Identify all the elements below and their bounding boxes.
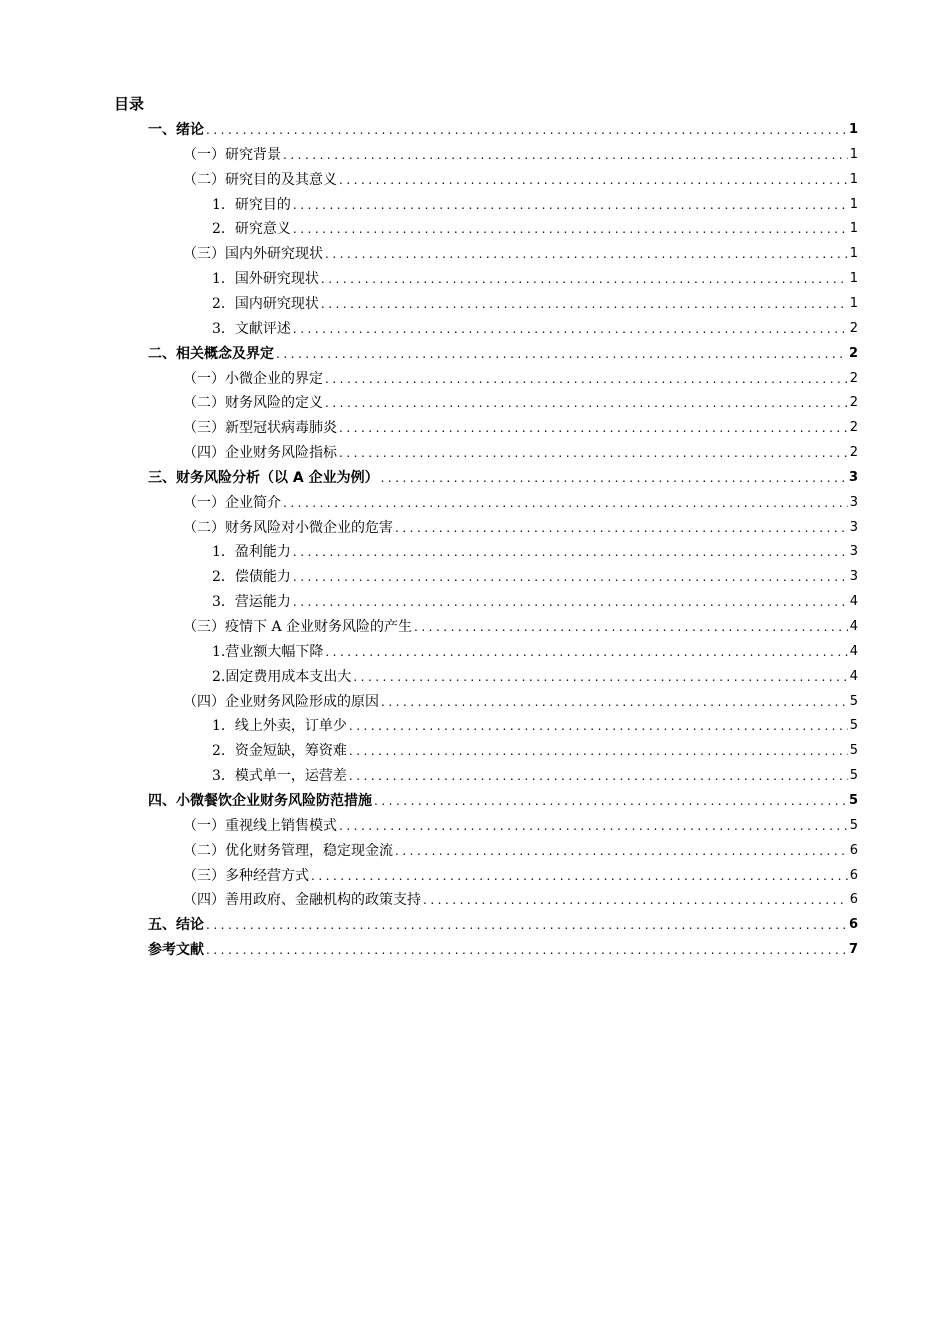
- toc-entry-title: 3．文献评述: [212, 320, 291, 337]
- toc-page-number: 2: [849, 370, 858, 386]
- toc-entry[interactable]: [212, 565, 858, 587]
- toc-entry[interactable]: [183, 143, 858, 165]
- toc-entry[interactable]: [212, 317, 858, 339]
- toc-page-number: 4: [849, 668, 858, 684]
- toc-dot-leader: [353, 667, 847, 687]
- toc-entry[interactable]: [212, 193, 858, 215]
- toc-entry[interactable]: [183, 888, 858, 910]
- toc-dot-leader: [325, 244, 848, 264]
- toc-page-number: 3: [849, 569, 858, 585]
- toc-page-number: 6: [848, 917, 858, 933]
- toc-page-number: 2: [849, 420, 858, 436]
- toc-entry-title: 1.营业额大幅下降: [212, 643, 324, 660]
- toc-entry[interactable]: [212, 292, 858, 314]
- toc-dot-leader: [293, 195, 848, 215]
- toc-dot-leader: [349, 766, 848, 786]
- toc-entry-title: （一）重视线上销售模式: [183, 817, 337, 834]
- toc-entry[interactable]: [183, 690, 858, 712]
- toc-page-number: 5: [849, 743, 858, 759]
- toc-dot-leader: [293, 542, 848, 562]
- toc-page-number: 4: [849, 643, 858, 659]
- toc-page-number: 1: [849, 221, 858, 237]
- toc-entry-title: （四）善用政府、金融机构的政策支持: [183, 892, 421, 909]
- toc-page-number: 5: [849, 718, 858, 734]
- toc-page-number: 2: [849, 445, 858, 461]
- toc-page-number: 1: [849, 271, 858, 287]
- toc-entry-title: （二）财务风险对小微企业的危害: [183, 519, 393, 536]
- toc-page-number: 2: [849, 320, 858, 336]
- toc-dot-leader: [325, 642, 847, 662]
- toc-dot-leader: [339, 170, 848, 190]
- toc-page-number: 6: [849, 867, 858, 883]
- toc-entry-title: 2．研究意义: [212, 221, 291, 238]
- toc-dot-leader: [283, 493, 848, 513]
- toc-entry-title: 二、相关概念及界定: [148, 345, 274, 362]
- toc-entry-title: （二）财务风险的定义: [183, 395, 323, 412]
- toc-dot-leader: [339, 418, 848, 438]
- toc-page-number: 1: [849, 295, 858, 311]
- toc-entry[interactable]: [183, 391, 858, 413]
- toc-entry-title: 参考文献: [148, 942, 204, 959]
- toc-entry-title: （一）小微企业的界定: [183, 370, 323, 387]
- toc-entry-title: （二）优化财务管理，稳定现金流: [183, 842, 393, 859]
- toc-page-number: 4: [849, 594, 858, 610]
- toc-dot-leader: [311, 866, 848, 886]
- toc-page-number: 7: [848, 942, 858, 958]
- toc-dot-leader: [206, 940, 847, 960]
- toc-entry-title: （四）企业财务风险形成的原因: [183, 693, 379, 710]
- toc-dot-leader: [349, 716, 848, 736]
- toc-dot-leader: [339, 816, 848, 836]
- toc-entry-title: 三、财务风险分析（以 A 企业为例）: [148, 469, 379, 486]
- toc-entry[interactable]: [212, 217, 858, 239]
- toc-entry[interactable]: [212, 540, 858, 562]
- toc-entry[interactable]: [183, 441, 858, 463]
- toc-entry[interactable]: [148, 938, 858, 960]
- toc-dot-leader: [293, 219, 848, 239]
- toc-entry-title: 3．营运能力: [212, 594, 291, 611]
- toc-entry-title: 一、绪论: [148, 122, 204, 138]
- toc-entry[interactable]: [212, 739, 858, 761]
- toc-entry[interactable]: [212, 714, 858, 736]
- toc-entry-title: 1．线上外卖，订单少: [212, 718, 347, 735]
- toc-entry-title: （一）研究背景: [183, 146, 281, 163]
- toc-dot-leader: [339, 443, 848, 463]
- toc-entry[interactable]: [212, 665, 858, 687]
- toc-page-number: 5: [849, 768, 858, 784]
- toc-entry[interactable]: [148, 118, 858, 140]
- toc-entry[interactable]: [183, 416, 858, 438]
- toc-dot-leader: [395, 518, 848, 538]
- toc-page-number: 3: [849, 519, 858, 535]
- toc-dot-leader: [321, 269, 848, 289]
- toc-entry-title: 2．国内研究现状: [212, 295, 319, 312]
- toc-entry-title: 五、结论: [148, 917, 204, 934]
- toc-entry-title: 3．模式单一，运营差: [212, 768, 347, 785]
- toc-entry-title: 1．盈利能力: [212, 544, 291, 561]
- toc-page-number: 3: [848, 469, 858, 485]
- toc-dot-leader: [325, 393, 848, 413]
- toc-page-number: 2: [849, 395, 858, 411]
- toc-dot-leader: [293, 319, 848, 339]
- toc-dot-leader: [423, 890, 848, 910]
- toc-page-number: 1: [849, 146, 858, 162]
- toc-page-number: 5: [848, 792, 858, 808]
- toc-entry[interactable]: [212, 590, 858, 612]
- toc-entry[interactable]: [183, 168, 858, 190]
- toc-dot-leader: [381, 692, 848, 712]
- toc-entry[interactable]: [212, 640, 858, 662]
- toc-page-number: 6: [849, 892, 858, 908]
- toc-entry[interactable]: [183, 814, 858, 836]
- toc-dot-leader: [374, 791, 847, 811]
- toc-entry-title: 1．研究目的: [212, 196, 291, 213]
- toc-entry-title: 2．资金短缺，筹资难: [212, 743, 347, 760]
- toc-entry-title: （一）企业简介: [183, 494, 281, 511]
- toc-entry[interactable]: [183, 242, 858, 264]
- toc-dot-leader: [206, 915, 847, 935]
- toc-dot-leader: [381, 468, 847, 488]
- toc-entry-title: （二）研究目的及其意义: [183, 171, 337, 188]
- toc-page-number: 1: [849, 171, 858, 187]
- toc-entry-title: （三）国内外研究现状: [183, 246, 323, 263]
- toc-dot-leader: [395, 841, 848, 861]
- toc-entry-title: （三）疫情下 A 企业财务风险的产生: [183, 619, 413, 635]
- toc-page-number: 1: [849, 246, 858, 262]
- toc-entry[interactable]: [183, 367, 858, 389]
- toc-dot-leader: [283, 145, 848, 165]
- toc-dot-leader: [206, 120, 847, 140]
- toc-page-number: 6: [849, 842, 858, 858]
- toc-page-number: 5: [849, 817, 858, 833]
- toc-dot-leader: [321, 294, 848, 314]
- toc-entry[interactable]: [183, 491, 858, 513]
- toc-entry-title: 2．偿债能力: [212, 569, 291, 586]
- toc-entry-title: 2.固定费用成本支出大: [212, 668, 352, 685]
- toc-entry[interactable]: [148, 466, 858, 488]
- toc-dot-leader: [349, 741, 848, 761]
- toc-entry[interactable]: [183, 615, 858, 637]
- toc-dot-leader: [293, 592, 848, 612]
- toc-entry[interactable]: [183, 864, 858, 886]
- toc-dot-leader: [414, 617, 848, 637]
- toc-dot-leader: [276, 344, 847, 364]
- toc-page-number: 5: [849, 693, 858, 709]
- toc-page-number: 3: [849, 544, 858, 560]
- toc-entry[interactable]: [148, 913, 858, 935]
- toc-page-number: 4: [849, 619, 858, 634]
- toc-entry[interactable]: [212, 267, 858, 289]
- toc-dot-leader: [293, 567, 848, 587]
- toc-title: 目录: [114, 95, 145, 113]
- toc-entry-title: （三）多种经营方式: [183, 867, 309, 884]
- toc-entry[interactable]: [183, 839, 858, 861]
- toc-entry[interactable]: [148, 342, 858, 364]
- toc-page-number: 3: [849, 494, 858, 510]
- toc-page-number: 2: [848, 345, 858, 361]
- toc-entry-title: 四、小微餐饮企业财务风险防范措施: [148, 792, 372, 809]
- toc-entry[interactable]: [183, 516, 858, 538]
- toc-entry[interactable]: [148, 789, 858, 811]
- toc-page-number: 1: [849, 196, 858, 212]
- toc-entry-title: （三）新型冠状病毒肺炎: [183, 420, 337, 437]
- toc-page-number: 1: [848, 122, 858, 137]
- toc-entry-title: 1．国外研究现状: [212, 271, 319, 288]
- toc-dot-leader: [325, 369, 848, 389]
- toc-entry[interactable]: [212, 764, 858, 786]
- toc-entry-title: （四）企业财务风险指标: [183, 445, 337, 462]
